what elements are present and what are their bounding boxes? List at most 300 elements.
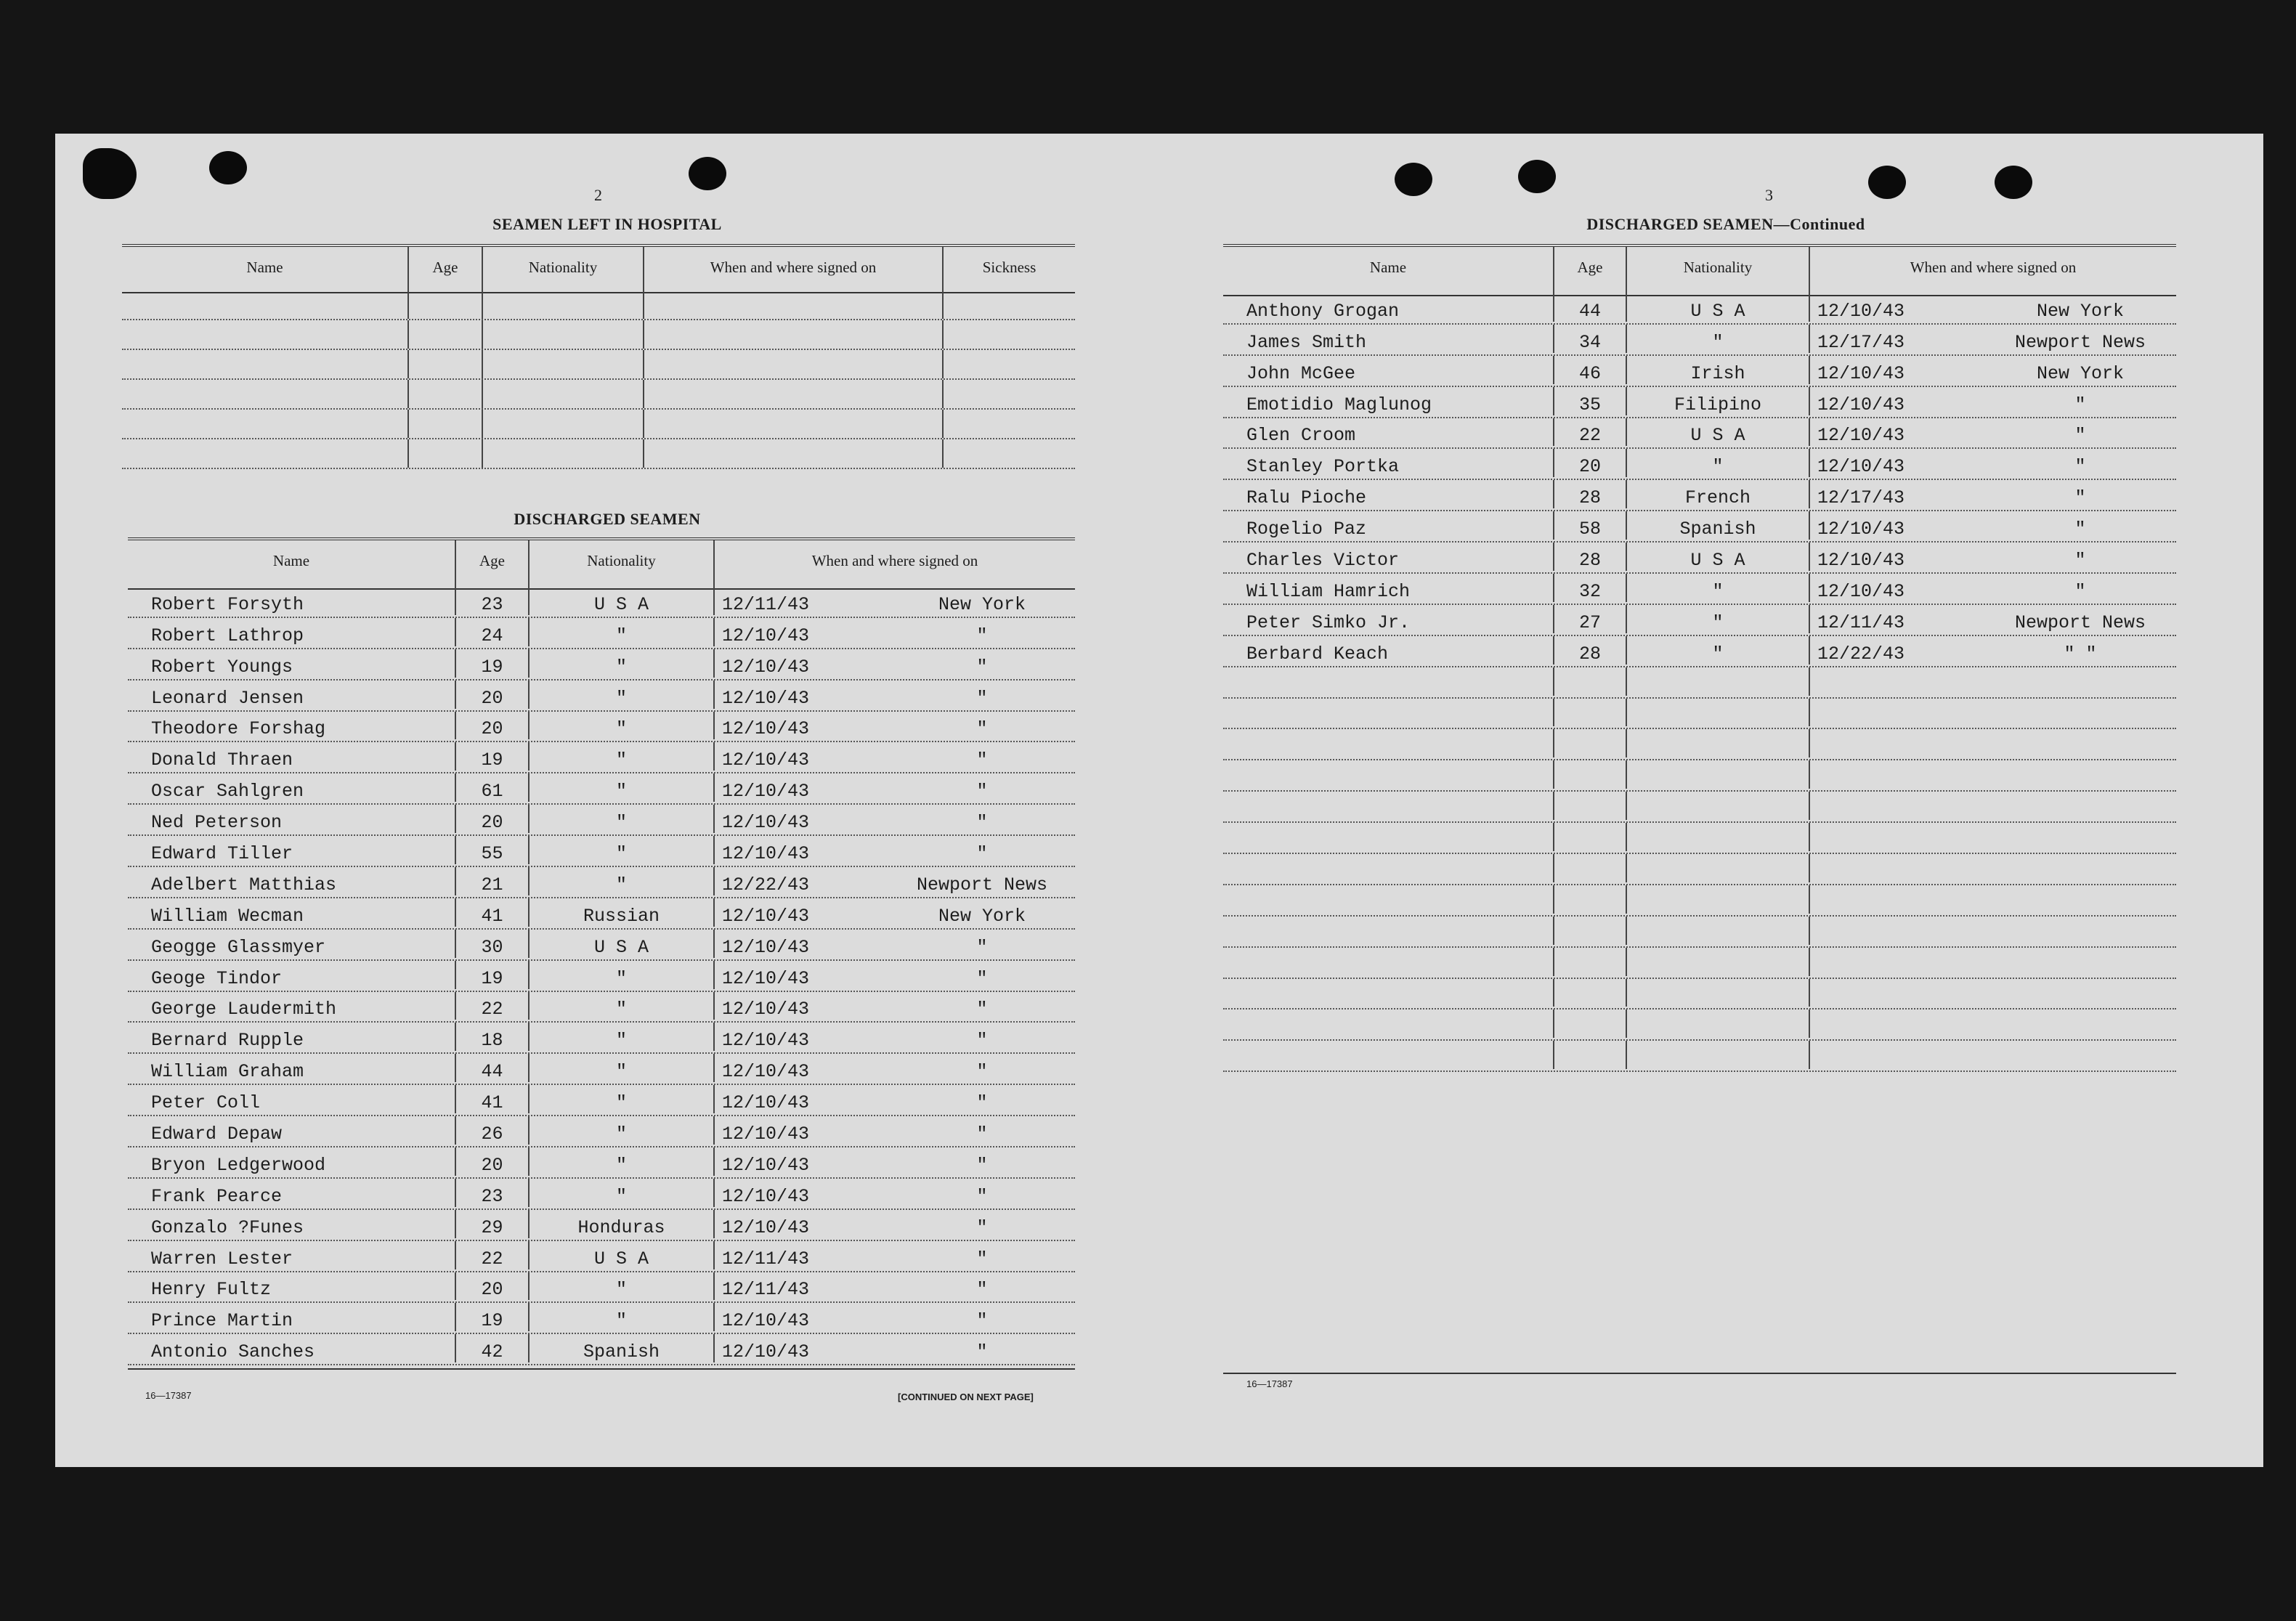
seaman-age: 44 [1554, 293, 1627, 322]
table-row [128, 1023, 1075, 1054]
signed-on-place: " [2074, 456, 2086, 478]
table-row [128, 898, 1075, 930]
table-cell [644, 291, 944, 319]
table-cell [944, 350, 1075, 378]
signed-on-cell [715, 1334, 1075, 1362]
table-row [128, 1147, 1075, 1179]
seaman-nationality: " [530, 773, 715, 802]
signed-on-place: " [2074, 487, 2086, 509]
table-row [128, 1334, 1075, 1365]
table-cell [409, 291, 483, 319]
seaman-age: 20 [456, 681, 530, 709]
document-sheet [55, 134, 2263, 1467]
signed-on-date: 12/10/43 [722, 812, 810, 834]
table-row [128, 587, 1075, 618]
table-cell [1554, 792, 1627, 820]
table-row [1223, 387, 2176, 418]
seaman-name: Warren Lester [128, 1241, 456, 1269]
table-cell [944, 410, 1075, 438]
table-cell [483, 350, 644, 378]
seaman-nationality: " [530, 681, 715, 709]
seaman-name: George Laudermith [128, 992, 456, 1020]
page-3 [1159, 134, 2263, 1467]
signed-on-cell [1810, 387, 2176, 415]
signed-on-place: " [976, 1030, 988, 1052]
seaman-nationality: Honduras [530, 1210, 715, 1238]
signed-on-date: 12/11/43 [1817, 612, 1905, 633]
blank-row [1223, 699, 2176, 730]
signed-on-cell [715, 836, 1075, 864]
signed-on-place: " [976, 843, 988, 865]
seaman-age: 20 [456, 1147, 530, 1176]
seaman-age: 30 [456, 930, 530, 958]
table-cell [1554, 729, 1627, 757]
table-row [1223, 636, 2176, 667]
seaman-age: 22 [1554, 418, 1627, 447]
signed-on-place: New York [2036, 300, 2125, 322]
signed-on-place: " [976, 812, 988, 834]
table-cell [1627, 1041, 1810, 1069]
signed-on-cell [715, 773, 1075, 802]
table-cell [1810, 885, 2176, 914]
seaman-name: Glen Croom [1223, 418, 1554, 447]
seaman-age: 22 [456, 1241, 530, 1269]
signed-on-place: " [976, 1341, 988, 1363]
seaman-nationality: " [1627, 325, 1810, 353]
table-row [1223, 511, 2176, 543]
blank-row [1223, 885, 2176, 917]
signed-on-place: " [976, 1154, 988, 1176]
signed-on-place: " [976, 687, 988, 709]
signed-on-date: 12/10/43 [1817, 580, 1905, 602]
seaman-name: Peter Coll [128, 1085, 456, 1113]
table-cell [1223, 948, 1554, 976]
seaman-name: John McGee [1223, 356, 1554, 384]
seaman-nationality: " [530, 961, 715, 989]
seaman-nationality: Spanish [1627, 511, 1810, 540]
signed-on-date: 12/22/43 [1817, 643, 1905, 665]
seaman-nationality: U S A [1627, 293, 1810, 322]
seaman-nationality: Filipino [1627, 387, 1810, 415]
table-cell [944, 439, 1075, 468]
ink-blot [83, 148, 137, 199]
form-number: 16—17387 [1246, 1378, 1293, 1389]
table-row [122, 380, 1075, 410]
table-cell [1627, 699, 1810, 727]
table-cell [1223, 854, 1554, 882]
table-row [128, 1085, 1075, 1116]
table-cell [1223, 699, 1554, 727]
signed-on-place: " [976, 1248, 988, 1269]
header-nationality: Nationality [1627, 247, 1810, 295]
seaman-name: Prince Martin [128, 1303, 456, 1331]
signed-on-cell [715, 1272, 1075, 1301]
table-row [1223, 356, 2176, 387]
table-cell [122, 350, 409, 378]
table-cell [1627, 1009, 1810, 1038]
punch-hole [1868, 166, 1906, 199]
table-cell [1223, 667, 1554, 696]
signed-on-cell [715, 1303, 1075, 1331]
table-cell [644, 410, 944, 438]
signed-on-cell [715, 649, 1075, 678]
table-cell [944, 320, 1075, 349]
blank-row [1223, 729, 2176, 760]
seaman-name: Leonard Jensen [128, 681, 456, 709]
seaman-nationality: Russian [530, 898, 715, 927]
signed-on-date: 12/10/43 [722, 999, 810, 1020]
seaman-age: 26 [456, 1116, 530, 1145]
seaman-nationality: " [530, 1147, 715, 1176]
seaman-name: Emotidio Maglunog [1223, 387, 1554, 415]
seaman-nationality: " [530, 992, 715, 1020]
table-cell [1810, 699, 2176, 727]
punch-hole [1518, 160, 1556, 193]
signed-on-cell [715, 805, 1075, 833]
table-row [1223, 293, 2176, 325]
table-cell [1627, 667, 1810, 696]
seaman-nationality: " [530, 805, 715, 833]
signed-on-date: 12/10/43 [722, 1185, 810, 1207]
table-cell [409, 439, 483, 468]
signed-on-date: 12/10/43 [722, 905, 810, 927]
header-signed-on: When and where signed on [1910, 259, 2077, 276]
seaman-nationality: U S A [530, 587, 715, 615]
signed-on-date: 12/10/43 [1817, 456, 1905, 478]
seaman-name: Edward Depaw [128, 1116, 456, 1145]
blank-row [1223, 917, 2176, 948]
signed-on-date: 12/11/43 [722, 1248, 810, 1269]
table-row [128, 1210, 1075, 1241]
seaman-nationality: " [530, 1085, 715, 1113]
seaman-name: Adelbert Matthias [128, 867, 456, 895]
blank-row [1223, 792, 2176, 823]
seaman-name: Stanley Portka [1223, 449, 1554, 477]
table-cell [1810, 792, 2176, 820]
seaman-name: Bryon Ledgerwood [128, 1147, 456, 1176]
signed-on-place: Newport News [916, 874, 1048, 895]
table-bottom-rule [128, 1368, 1075, 1370]
seaman-name: William Graham [128, 1054, 456, 1082]
table-row [122, 291, 1075, 320]
seaman-nationality: " [530, 649, 715, 678]
table-row [128, 618, 1075, 649]
seaman-age: 42 [456, 1334, 530, 1362]
signed-on-place: " [976, 781, 988, 803]
signed-on-date: 12/22/43 [722, 874, 810, 895]
table-cell [1810, 917, 2176, 945]
seaman-name: Henry Fultz [128, 1272, 456, 1301]
table-cell [1554, 699, 1627, 727]
table-cell [122, 291, 409, 319]
signed-on-cell [1810, 574, 2176, 602]
table-cell [1810, 1009, 2176, 1038]
table-row [128, 961, 1075, 992]
seaman-age: 58 [1554, 511, 1627, 540]
table-cell [644, 320, 944, 349]
signed-on-cell [715, 1054, 1075, 1082]
signed-on-place: Newport News [2014, 331, 2146, 353]
continued-table-header [1223, 244, 2176, 296]
seaman-nationality: U S A [1627, 418, 1810, 447]
seaman-name: Geoge Tindor [128, 961, 456, 989]
signed-on-cell [715, 1023, 1075, 1051]
seaman-age: 28 [1554, 480, 1627, 508]
header-age: Age [1554, 247, 1627, 295]
table-cell [1554, 667, 1627, 696]
continued-table-body [1223, 293, 2176, 1072]
header-age: Age [409, 247, 483, 292]
signed-on-place: " [2074, 519, 2086, 540]
discharged-table-body [128, 587, 1075, 1365]
seaman-age: 22 [456, 992, 530, 1020]
signed-on-cell [1810, 636, 2176, 665]
table-cell [1810, 948, 2176, 976]
table-row [1223, 574, 2176, 605]
blank-row [1223, 854, 2176, 885]
header-name: Name [122, 247, 409, 292]
table-cell [1810, 1041, 2176, 1069]
hospital-table-header [122, 244, 1075, 293]
signed-on-cell [715, 587, 1075, 615]
discharged-section-title: DISCHARGED SEAMEN [514, 510, 701, 528]
signed-on-cell [715, 1116, 1075, 1145]
seaman-nationality: U S A [530, 1241, 715, 1269]
punch-hole [1395, 163, 1432, 196]
seaman-age: 28 [1554, 636, 1627, 665]
hospital-table-body [122, 291, 1075, 469]
blank-row [1223, 979, 2176, 1010]
seaman-age: 41 [456, 898, 530, 927]
seaman-name: Antonio Sanches [128, 1334, 456, 1362]
seaman-name: Robert Youngs [128, 649, 456, 678]
signed-on-date: 12/10/43 [1817, 362, 1905, 384]
seaman-nationality: " [1627, 605, 1810, 633]
seaman-name: Robert Lathrop [128, 618, 456, 646]
table-row [128, 712, 1075, 743]
seaman-age: 35 [1554, 387, 1627, 415]
blank-row [1223, 1041, 2176, 1072]
table-cell [1554, 1041, 1627, 1069]
signed-on-place: " [2074, 394, 2086, 415]
signed-on-place: " [976, 1061, 988, 1083]
seaman-nationality: " [530, 1116, 715, 1145]
seaman-age: 29 [456, 1210, 530, 1238]
continued-note: [CONTINUED ON NEXT PAGE] [898, 1392, 1034, 1402]
seaman-name: Robert Forsyth [128, 587, 456, 615]
signed-on-cell [715, 712, 1075, 740]
seaman-name: Peter Simko Jr. [1223, 605, 1554, 633]
table-cell [1223, 729, 1554, 757]
header-name: Name [1223, 247, 1554, 295]
seaman-age: 24 [456, 618, 530, 646]
seaman-name: Geogge Glassmyer [128, 930, 456, 958]
seaman-nationality: French [1627, 480, 1810, 508]
signed-on-date: 12/10/43 [722, 1124, 810, 1145]
table-cell [1554, 885, 1627, 914]
table-row [128, 930, 1075, 961]
table-cell [409, 380, 483, 408]
seaman-name: William Wecman [128, 898, 456, 927]
signed-on-date: 12/10/43 [722, 936, 810, 958]
seaman-age: 34 [1554, 325, 1627, 353]
signed-on-date: 12/11/43 [722, 593, 810, 615]
table-cell [409, 410, 483, 438]
table-row [128, 836, 1075, 867]
table-cell [1810, 667, 2176, 696]
table-cell [1627, 760, 1810, 789]
table-cell [1223, 792, 1554, 820]
signed-on-cell [715, 1085, 1075, 1113]
seaman-nationality: " [530, 1179, 715, 1207]
punch-hole [689, 157, 726, 190]
table-row [128, 1116, 1075, 1147]
signed-on-cell [1810, 293, 2176, 322]
signed-on-cell [715, 1241, 1075, 1269]
seaman-age: 19 [456, 742, 530, 771]
signed-on-date: 12/10/43 [722, 1154, 810, 1176]
seaman-name: Ned Peterson [128, 805, 456, 833]
signed-on-cell [715, 898, 1075, 927]
seaman-age: 20 [456, 1272, 530, 1301]
signed-on-place: New York [938, 905, 1026, 927]
table-cell [409, 350, 483, 378]
seaman-name: Berbard Keach [1223, 636, 1554, 665]
table-cell [1810, 760, 2176, 789]
signed-on-date: 12/10/43 [722, 687, 810, 709]
table-cell [1627, 823, 1810, 851]
punch-hole [1995, 166, 2032, 199]
table-row [122, 350, 1075, 380]
signed-on-cell [1810, 449, 2176, 477]
signed-on-date: 12/10/43 [1817, 394, 1905, 415]
table-cell [1627, 792, 1810, 820]
signed-on-date: 12/10/43 [722, 1092, 810, 1114]
signed-on-place: " [976, 1092, 988, 1114]
seaman-nationality: " [530, 1272, 715, 1301]
signed-on-date: 12/10/43 [722, 1310, 810, 1332]
table-cell [1223, 1009, 1554, 1038]
signed-on-cell [715, 992, 1075, 1020]
table-cell [644, 380, 944, 408]
seaman-nationality: " [1627, 574, 1810, 602]
seaman-nationality: " [530, 742, 715, 771]
header-name: Name [128, 540, 456, 588]
table-cell [1554, 823, 1627, 851]
signed-on-date: 12/10/43 [1817, 425, 1905, 447]
seaman-nationality: " [530, 618, 715, 646]
seaman-name: Charles Victor [1223, 543, 1554, 571]
table-cell [1554, 760, 1627, 789]
table-row [128, 681, 1075, 712]
seaman-nationality: " [1627, 636, 1810, 665]
table-cell [1223, 917, 1554, 945]
signed-on-cell [715, 961, 1075, 989]
signed-on-date: 12/10/43 [722, 781, 810, 803]
signed-on-place: " " [2064, 643, 2097, 665]
signed-on-date: 12/10/43 [722, 1216, 810, 1238]
seaman-name: Rogelio Paz [1223, 511, 1554, 540]
seaman-age: 55 [456, 836, 530, 864]
seaman-nationality: " [530, 1023, 715, 1051]
signed-on-cell [715, 930, 1075, 958]
seaman-age: 41 [456, 1085, 530, 1113]
seaman-name: Theodore Forshag [128, 712, 456, 740]
signed-on-place: " [976, 1279, 988, 1301]
discharged-table-header [128, 537, 1075, 590]
signed-on-cell [715, 742, 1075, 771]
signed-on-cell [1810, 543, 2176, 571]
signed-on-place: " [976, 999, 988, 1020]
table-cell [122, 439, 409, 468]
signed-on-cell [1810, 325, 2176, 353]
hospital-section-title: SEAMEN LEFT IN HOSPITAL [492, 215, 722, 233]
signed-on-cell [1810, 356, 2176, 384]
blank-row [1223, 948, 2176, 979]
signed-on-date: 12/11/43 [722, 1279, 810, 1301]
seaman-age: 20 [1554, 449, 1627, 477]
signed-on-cell [1810, 605, 2176, 633]
table-cell [1810, 979, 2176, 1007]
seaman-age: 19 [456, 961, 530, 989]
header-nationality: Nationality [483, 247, 644, 292]
table-cell [1627, 948, 1810, 976]
seaman-nationality: Spanish [530, 1334, 715, 1362]
signed-on-place: Newport News [2014, 612, 2146, 633]
table-cell [1627, 917, 1810, 945]
signed-on-date: 12/10/43 [722, 749, 810, 771]
signed-on-date: 12/10/43 [1817, 300, 1905, 322]
table-row [128, 1179, 1075, 1210]
table-cell [1223, 979, 1554, 1007]
signed-on-cell [715, 1210, 1075, 1238]
seaman-nationality: " [530, 836, 715, 864]
table-cell [1554, 1009, 1627, 1038]
table-cell [1627, 729, 1810, 757]
continued-section-title: DISCHARGED SEAMEN—Continued [1586, 215, 1865, 233]
signed-on-place: " [976, 936, 988, 958]
seaman-name: Oscar Sahlgren [128, 773, 456, 802]
seaman-age: 19 [456, 649, 530, 678]
table-row [1223, 543, 2176, 574]
table-row [128, 1054, 1075, 1085]
signed-on-cell [715, 618, 1075, 646]
table-cell [1554, 948, 1627, 976]
seaman-name: Frank Pearce [128, 1179, 456, 1207]
header-nationality: Nationality [530, 540, 715, 588]
table-row [128, 1303, 1075, 1334]
seaman-nationality: " [1627, 449, 1810, 477]
signed-on-cell [1810, 418, 2176, 447]
page-2 [55, 134, 1159, 1467]
seaman-age: 32 [1554, 574, 1627, 602]
seaman-nationality: " [530, 867, 715, 895]
blank-row [1223, 760, 2176, 792]
table-cell [1223, 1041, 1554, 1069]
signed-on-place: " [2074, 550, 2086, 572]
seaman-nationality: Irish [1627, 356, 1810, 384]
table-cell [483, 380, 644, 408]
seaman-name: Edward Tiller [128, 836, 456, 864]
seaman-name: Gonzalo ?Funes [128, 1210, 456, 1238]
seaman-age: 18 [456, 1023, 530, 1051]
signed-on-cell [715, 681, 1075, 709]
seaman-age: 21 [456, 867, 530, 895]
table-cell [1627, 885, 1810, 914]
signed-on-cell [715, 867, 1075, 895]
table-cell [1554, 979, 1627, 1007]
signed-on-place: New York [2036, 362, 2125, 384]
